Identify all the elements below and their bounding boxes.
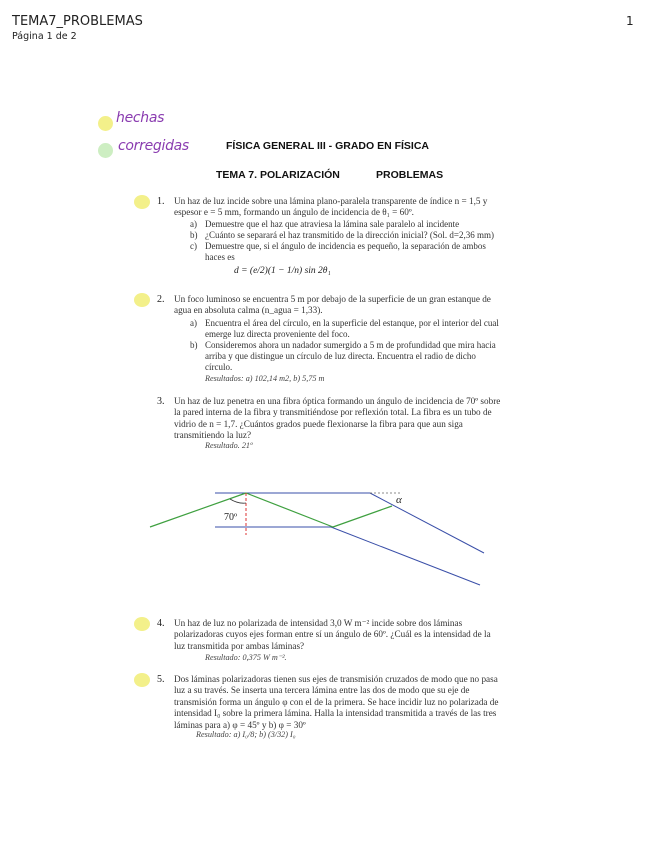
fiber-bottom-wall-bent [331, 527, 480, 585]
problem-number: 5. [157, 674, 165, 685]
problem-1-items: a) Demuestre que el haz que atraviesa la lámina sale paralelo al incidente b) ¿Cuánto se separará el haz transmitido de la dirección inicial? (Sol. d=2,36 mm) c) Demuestre que, si el ángulo de incidencia es pequeño, la separación de ambos haces es [190, 219, 494, 262]
alpha-label: α [396, 494, 402, 506]
light-ray-second [333, 506, 392, 527]
legend-label-hechas: hechas [116, 110, 165, 126]
legend-label-corregidas: corregidas [118, 138, 189, 154]
angle-arc [230, 499, 246, 503]
section-title: PROBLEMAS [376, 169, 444, 181]
document-title-header: TEMA7_PROBLEMAS [12, 14, 143, 29]
problem-number: 1. [157, 196, 165, 207]
fiber-top-wall-bent [370, 493, 484, 553]
problem-2-items: a) Encuentra el área del círculo, en la superficie del estanque, por el interior del cual emerge luz directa proveniente del foco. b) Consideremos ahora un nadador sumergido a 5 m de profundidad que mira hacia arriba y que distingue un círculo de luz directa. Encuentra el radio de dicho círculo. [190, 318, 499, 372]
problem-3-text: Un haz de luz penetra en una fibra óptica formando un ángulo de incidencia de 70º sobre la pared interna de la fibra y transmitiéndose por reflexión total. La fibra es un tubo de vidrio de n = 1,7. ¿Cuántos grados puede flexionarse la fibra para que aun siga transmitiendo la luz? [174, 396, 501, 441]
light-ray-reflected [246, 493, 333, 527]
problem-5-result: Resultado: a) I₀/8; b) (3/32) I₀ [196, 730, 296, 739]
tema-title: TEMA 7. POLARIZACIÓN [216, 169, 340, 181]
problem-1-text: Un haz de luz incide sobre una lámina plano-paralela transparente de índice n = 1,5 y espesor e = 5 mm, formando un ángulo de incidencia de θ₁ = 60º. [174, 196, 488, 218]
page-number: 1 [626, 14, 634, 28]
course-title: FÍSICA GENERAL III - GRADO EN FÍSICA [225, 140, 429, 152]
angle-label-70: 70º [224, 512, 238, 523]
problem-4-text: Un haz de luz no polarizada de intensidad 3,0 W m⁻² incide sobre dos láminas polarizadoras cuyos ejes forman entre sí un ángulo de 60º. ¿Cuál es la intensidad de la luz transmitida por ambas láminas? [174, 618, 491, 651]
problem-2-result: Resultados: a) 102,14 m2, b) 5,75 m [205, 374, 325, 383]
problem-3-result: Resultado. 21º [205, 441, 253, 450]
problem-number: 4. [157, 618, 165, 629]
highlight-dot [134, 617, 150, 631]
highlight-dot [134, 673, 150, 687]
problem-1-formula: d = (e/2)(1 − 1/n) sin 2θ₁ [234, 266, 331, 276]
problem-number: 2. [157, 294, 165, 305]
problem-4-result: Resultado: 0,375 W m⁻². [205, 653, 287, 662]
page-indicator: Página 1 de 2 [12, 31, 77, 42]
problem-2-text: Un foco luminoso se encuentra 5 m por debajo de la superficie de un gran estanque de agua en absoluta calma (n_agua = 1,33). [174, 294, 491, 316]
problem-number: 3. [157, 396, 165, 407]
problem-5-text: Dos láminas polarizadoras tienen sus ejes de transmisión cruzados de modo que no pasa luz a su través. Se inserta una tercera lámina entre las dos de modo que su eje de transmisión forma un ángulo φ con el de la primera. Se hace incidir luz no polarizada de intensidad I₀ sobre la primera lámina. Halla la intensidad transmitida a través de las tres láminas para a) φ = 45º y b) φ = 30º [174, 674, 499, 730]
